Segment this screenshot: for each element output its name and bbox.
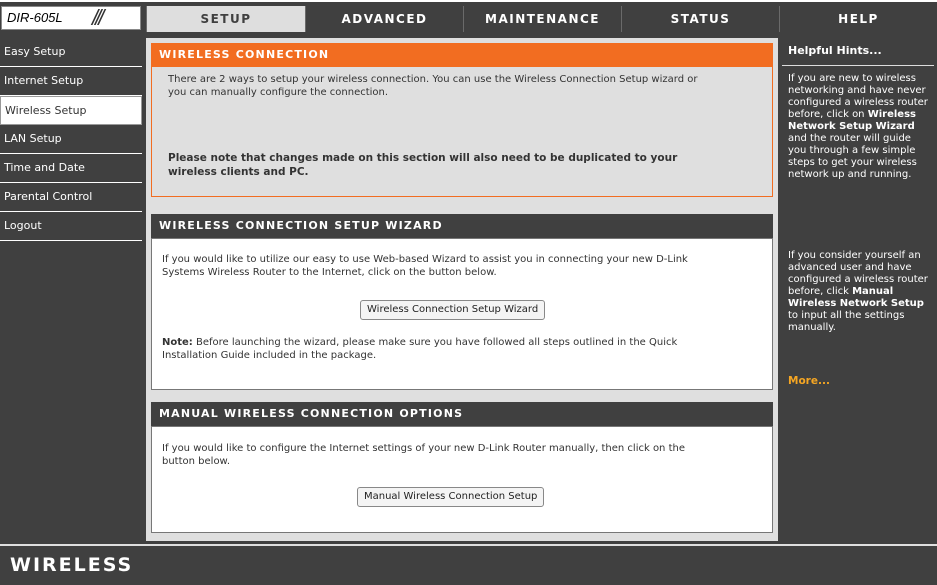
wizard-text-line-2: Systems Wireless Router to the Internet, click on the button below. [162, 267, 497, 278]
intro-text-line-1: There are 2 ways to setup your wireless connection. You can use the Wireless Connection Setup wizard or [168, 74, 698, 85]
wireless-connection-setup-wizard-button[interactable]: Wireless Connection Setup Wizard [360, 300, 545, 320]
wizard-text-line-1: If you would like to utilize our easy to use Web-based Wizard to assist you in connecting your new D-Link [162, 254, 688, 265]
wizard-note-line-1 [162, 336, 677, 349]
wizard-note-text: Before launching the wizard, please make sure you have followed all steps outlined in the Quick [192, 337, 678, 348]
setup-wizard-panel [151, 238, 773, 390]
model-logo-slashes: /// [92, 5, 102, 30]
help-p1-bold: Wireless Network Setup Wizard [788, 109, 916, 132]
help-paragraph-1 [788, 73, 932, 181]
tab-advanced[interactable]: ADVANCED [305, 6, 463, 32]
manual-text-line-1: If you would like to configure the Internet settings of your new D-Link Router manually, then click on the [162, 443, 685, 454]
footer-bar [0, 544, 937, 585]
help-paragraph-2 [788, 250, 932, 334]
setup-wizard-title: WIRELESS CONNECTION SETUP WIZARD [151, 214, 773, 238]
help-p1-text-c: and the router will guide you through a few simple steps to get your wireless network up and running. [788, 133, 917, 180]
help-p2-text-c: to input all the settings manually. [788, 310, 905, 333]
intro-note-line-1: Please note that changes made on this section will also need to be duplicated to your [168, 152, 678, 164]
tab-maintenance[interactable]: MAINTENANCE [463, 6, 621, 32]
sidebar-item-time-and-date[interactable]: Time and Date [0, 154, 142, 183]
manual-options-title: MANUAL WIRELESS CONNECTION OPTIONS [151, 402, 773, 426]
sidebar-item-logout[interactable]: Logout [0, 212, 142, 241]
helpful-hints-panel [782, 38, 934, 541]
sidebar-item-easy-setup[interactable]: Easy Setup [0, 38, 142, 67]
help-divider [782, 65, 934, 66]
wireless-connection-title: WIRELESS CONNECTION [151, 43, 773, 67]
model-name: DIR-605L [7, 10, 63, 25]
help-p2-text-a: If you consider yourself an advanced user and have configured a wireless router before, click [788, 250, 928, 297]
sidebar-item-parental-control[interactable]: Parental Control [0, 183, 142, 212]
help-p1-text-a: If you are new to wireless networking and have never configured a wireless router before, click on [788, 73, 928, 120]
wizard-note-line-2: Installation Guide included in the package. [162, 350, 377, 361]
model-badge [1, 6, 141, 30]
sidebar-item-wireless-setup[interactable]: Wireless Setup [0, 96, 142, 125]
top-navigation-bar [0, 0, 937, 32]
main-content [146, 38, 778, 541]
help-p2-bold: Manual Wireless Network Setup [788, 286, 924, 309]
note-label: Note: [162, 337, 193, 348]
sidebar-item-internet-setup[interactable]: Internet Setup [0, 67, 142, 96]
help-more-link[interactable]: More... [788, 375, 830, 387]
wireless-connection-panel [151, 67, 773, 197]
footer-brand-logo: WIRELESS [10, 554, 134, 576]
manual-text-line-2: button below. [162, 456, 230, 467]
sidebar [0, 38, 142, 241]
manual-wireless-connection-setup-button[interactable]: Manual Wireless Connection Setup [357, 487, 544, 507]
manual-options-panel [151, 426, 773, 533]
intro-text-line-2: you can manually configure the connection. [168, 87, 389, 98]
sidebar-item-lan-setup[interactable]: LAN Setup [0, 125, 142, 154]
helpful-hints-title: Helpful Hints... [788, 44, 882, 57]
tab-help[interactable]: HELP [779, 6, 937, 32]
intro-note-line-2: wireless clients and PC. [168, 166, 309, 178]
tab-setup[interactable]: SETUP [146, 6, 305, 32]
tab-status[interactable]: STATUS [621, 6, 779, 32]
